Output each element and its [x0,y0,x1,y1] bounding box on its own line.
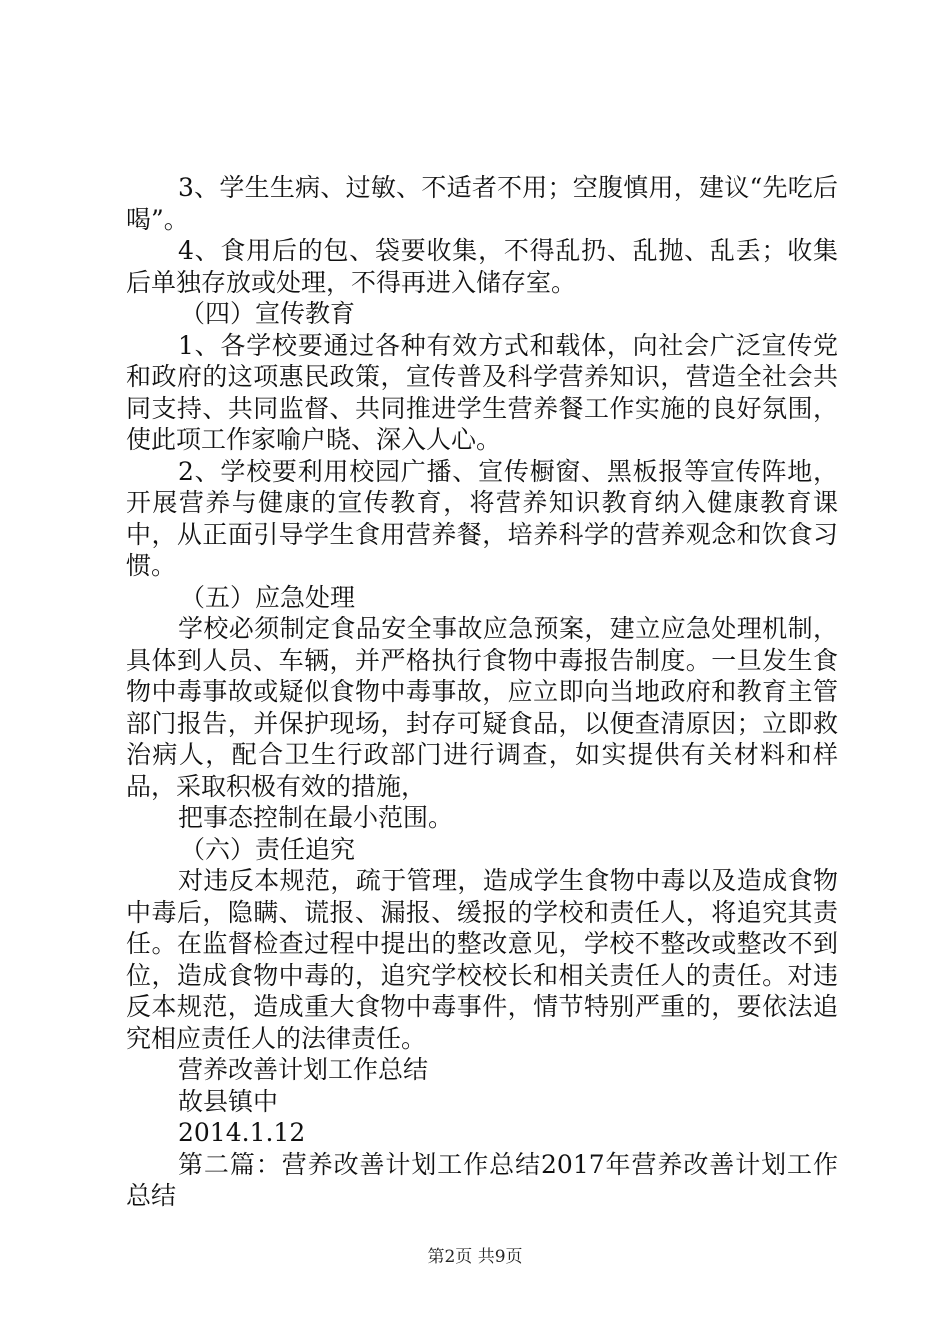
paragraph-publicity-2: 2、学校要利用校园广播、宣传橱窗、黑板报等宣传阵地，开展营养与健康的宣传教育，将营养知识教育纳入健康教育课中，从正面引导学生食用营养餐，培养科学的营养观念和饮食习惯。 [126,456,838,580]
document-body [126,172,838,1212]
next-article-title: 第二篇：营养改善计划工作总结2017年营养改善计划工作总结 [126,1149,838,1210]
paragraph-item-4: 4、食用后的包、袋要收集，不得乱扔、乱抛、乱丢；收集后单独存放或处理，不得再进入储存室。 [126,236,838,297]
paragraph-emergency-end: 把事态控制在最小范围。 [178,803,454,832]
document-title-line: 营养改善计划工作总结 [178,1055,429,1084]
page-footer: 第2页 共9页 [427,1247,523,1267]
section-heading-accountability: （六）责任追究 [180,834,356,864]
date-line: 2014.1.12 [178,1118,306,1147]
section-heading-publicity: （四）宣传教育 [180,299,356,328]
paragraph-publicity-1: 1、各学校要通过各种有效方式和载体，向社会广泛宣传党和政府的这项惠民政策，宣传普及科学营养知识，营造全社会共同支持、共同监督、共同推进学生营养餐工作实施的良好氛围，使此项工作家喻户晓、深入人心。 [126,330,838,454]
paragraph-item-3: 3、学生生病、过敏、不适者不用；空腹慎用，建议“先吃后喝”。 [126,173,838,234]
paragraph-accountability: 对违反本规范，疏于管理，造成学生食物中毒以及造成食物中毒后，隐瞒、谎报、漏报、缓报的学校和责任人，将追究其责任。在监督检查过程中提出的整改意见，学校不整改或整改不到位，造成食物中毒的，追究学校校长和相关责任人的责任。对违反本规范，造成重大食物中毒事件，情节特别严重的，要依法追究相应责任人的法律责任。 [126,866,838,1053]
paragraph-emergency: 学校必须制定食品安全事故应急预案，建立应急处理机制，具体到人员、车辆，并严格执行食物中毒报告制度。一旦发生食物中毒事故或疑似食物中毒事故，应立即向当地政府和教育主管部门报告，并保护现场，封存可疑食品，以便查清原因；立即救治病人，配合卫生行政部门进行调查，如实提供有关材料和样品，采取积极有效的措施， [126,614,838,801]
school-name-line: 故县镇中 [178,1086,279,1116]
section-heading-emergency: （五）应急处理 [180,582,356,612]
